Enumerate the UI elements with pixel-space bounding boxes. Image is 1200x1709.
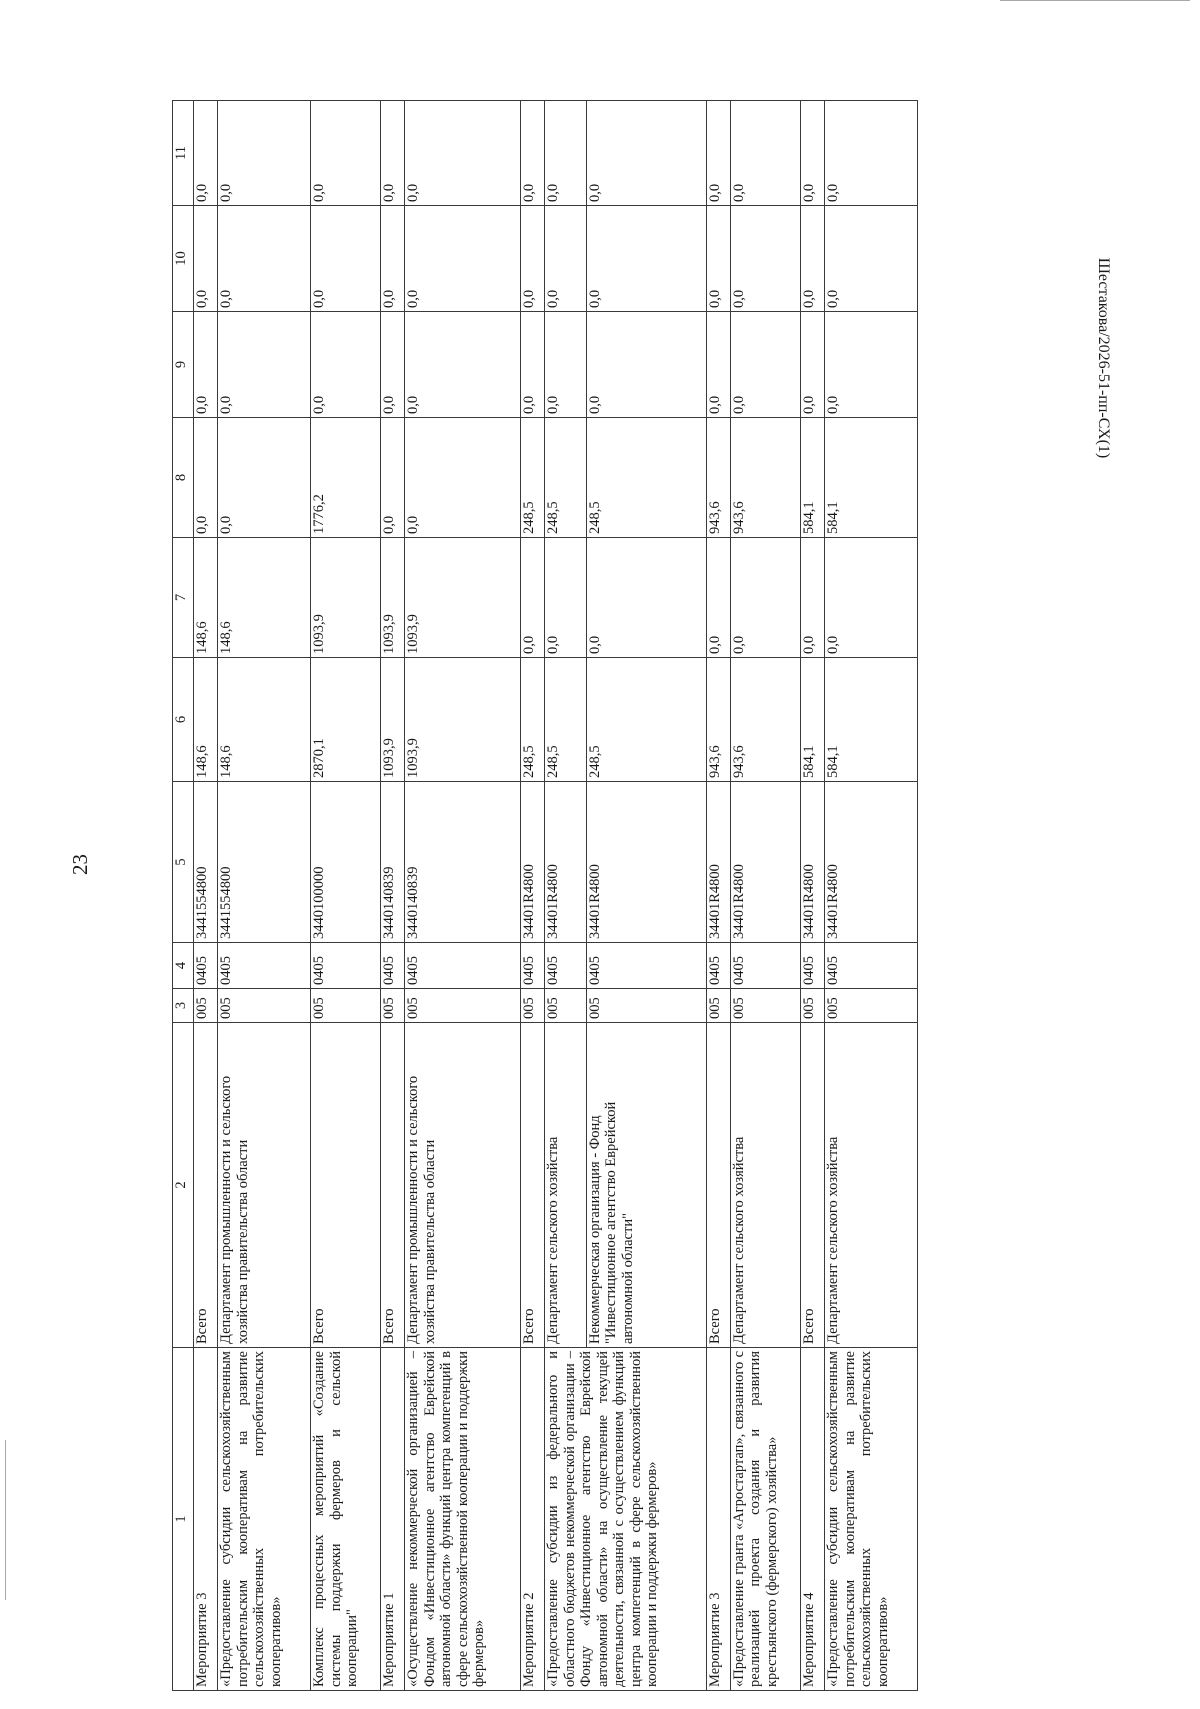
executor-cell: Всего [194,1023,218,1348]
budget-table [172,100,918,1691]
amount-cell: 1093,9 [381,658,405,782]
table-row [405,101,521,1691]
target-article-cell: 34401R4800 [545,782,587,943]
amount-cell: 0,0 [800,206,824,312]
section-code-cell: 0405 [405,943,521,989]
amount-cell: 0,0 [381,312,405,418]
amount-cell: 0,0 [311,101,381,206]
amount-cell: 0,0 [706,538,730,658]
event-name-cell: Комплекс процессных мероприятий «Создание системы поддержки фермеров и сельской кооперации" [311,1348,381,1691]
section-code-cell: 0405 [520,943,544,989]
table-row [545,101,587,1691]
grbs-code-cell: 005 [545,989,587,1023]
amount-cell: 0,0 [586,538,706,658]
table-row [194,101,218,1691]
section-code-cell: 0405 [545,943,587,989]
document-footer-code: Шестакова/2026-51-пп-СХ(1) [1095,257,1112,459]
section-code-cell: 0405 [800,943,824,989]
table-row [520,101,544,1691]
target-article-cell: 3440140839 [381,782,405,943]
executor-cell: Департамент сельского хозяйства [825,1023,918,1348]
amount-cell: 0,0 [311,312,381,418]
event-name-cell: «Предоставление субсидии сельскохозяйственным потребительским кооперативам на развитие сельскохозяйственных потребительских кооперативов» [218,1348,311,1691]
executor-cell: Департамент промышленности и сельского хозяйства правительства области [405,1023,521,1348]
amount-cell: 584,1 [825,658,918,782]
amount-cell: 1093,9 [381,538,405,658]
amount-cell: 0,0 [520,538,544,658]
header-cell: 11 [173,101,194,206]
amount-cell: 0,0 [730,206,800,312]
header-cell: 1 [173,1348,194,1691]
amount-cell: 0,0 [545,101,587,206]
amount-cell: 0,0 [825,206,918,312]
amount-cell: 0,0 [405,418,521,538]
target-article-cell: 34401R4800 [730,782,800,943]
amount-cell: 248,5 [520,418,544,538]
amount-cell: 0,0 [586,101,706,206]
amount-cell: 943,6 [706,658,730,782]
table-row [311,101,381,1691]
amount-cell: 0,0 [218,312,311,418]
amount-cell: 148,6 [218,658,311,782]
amount-cell: 0,0 [194,418,218,538]
amount-cell: 584,1 [825,418,918,538]
amount-cell: 0,0 [706,312,730,418]
executor-cell: Всего [706,1023,730,1348]
amount-cell: 0,0 [825,101,918,206]
executor-cell: Департамент сельского хозяйства [545,1023,587,1348]
header-cell: 7 [173,538,194,658]
amount-cell: 0,0 [800,312,824,418]
event-name-cell: Мероприятие 4 [800,1348,824,1691]
amount-cell: 0,0 [545,538,587,658]
section-code-cell: 0405 [218,943,311,989]
grbs-code-cell: 005 [730,989,800,1023]
amount-cell: 0,0 [405,312,521,418]
amount-cell: 0,0 [520,101,544,206]
event-name-cell: «Предоставление субсидии из федерального и областного бюджетов некоммерческой организации – Фонду «Инвестиционное агентство Еврейской автономной области» на осуществление текущей деятельности, связанной с осуществлением функций центра компетенций в сфере сельскохозяйственной кооперации и поддержки фермеров» [545,1348,706,1691]
target-article-cell: 3441554800 [218,782,311,943]
header-cell: 5 [173,782,194,943]
amount-cell: 0,0 [800,101,824,206]
amount-cell: 0,0 [194,206,218,312]
amount-cell: 148,6 [218,538,311,658]
amount-cell: 0,0 [218,101,311,206]
table-row [706,101,730,1691]
amount-cell: 0,0 [405,206,521,312]
amount-cell: 584,1 [800,418,824,538]
header-cell: 8 [173,418,194,538]
grbs-code-cell: 005 [194,989,218,1023]
target-article-cell: 34401R4800 [586,782,706,943]
grbs-code-cell: 005 [311,989,381,1023]
amount-cell: 0,0 [311,206,381,312]
event-name-cell: Мероприятие 1 [381,1348,405,1691]
header-cell: 10 [173,206,194,312]
event-name-cell: «Предоставление гранта «Агростартап», связанного с реализацией проекта создания и развития крестьянского (фермерского) хозяйства» [730,1348,800,1691]
table-row [381,101,405,1691]
budget-table-rotated [172,101,918,1691]
event-name-cell: Мероприятие 3 [706,1348,730,1691]
amount-cell: 0,0 [800,538,824,658]
target-article-cell: 3440140839 [405,782,521,943]
amount-cell: 0,0 [730,101,800,206]
section-code-cell: 0405 [381,943,405,989]
amount-cell: 1093,9 [405,538,521,658]
table-row [825,101,918,1691]
executor-cell: Всего [800,1023,824,1348]
amount-cell: 0,0 [194,312,218,418]
target-article-cell: 34401R4800 [706,782,730,943]
target-article-cell: 34401R4800 [800,782,824,943]
executor-cell: Департамент сельского хозяйства [730,1023,800,1348]
section-code-cell: 0405 [706,943,730,989]
executor-cell: Департамент промышленности и сельского хозяйства правительства области [218,1023,311,1348]
amount-cell: 0,0 [825,312,918,418]
executor-cell: Всего [520,1023,544,1348]
section-code-cell: 0405 [730,943,800,989]
page-number: 23 [68,854,92,875]
grbs-code-cell: 005 [381,989,405,1023]
amount-cell: 0,0 [825,538,918,658]
amount-cell: 0,0 [194,101,218,206]
event-name-cell: Мероприятие 3 [194,1348,218,1691]
amount-cell: 0,0 [706,206,730,312]
target-article-cell: 3441554800 [194,782,218,943]
event-name-cell: «Осуществление некоммерческой организацией – Фондом «Инвестиционное агентство Еврейской автономной области» функций центра компетенций в сфере сельскохозяйственной кооперации и поддержки фермеров» [405,1348,521,1691]
section-code-cell: 0405 [311,943,381,989]
amount-cell: 248,5 [545,658,587,782]
amount-cell: 0,0 [706,101,730,206]
amount-cell: 0,0 [381,206,405,312]
amount-cell: 248,5 [586,658,706,782]
grbs-code-cell: 005 [825,989,918,1023]
executor-cell: Всего [311,1023,381,1348]
target-article-cell: 3440100000 [311,782,381,943]
amount-cell: 584,1 [800,658,824,782]
amount-cell: 0,0 [520,312,544,418]
amount-cell: 0,0 [405,101,521,206]
target-article-cell: 34401R4800 [520,782,544,943]
amount-cell: 0,0 [381,101,405,206]
grbs-code-cell: 005 [405,989,521,1023]
amount-cell: 0,0 [730,538,800,658]
grbs-code-cell: 005 [218,989,311,1023]
header-cell: 6 [173,658,194,782]
amount-cell: 0,0 [586,206,706,312]
scan-edge-mark-top [1000,0,1190,1]
amount-cell: 148,6 [194,538,218,658]
grbs-code-cell: 005 [800,989,824,1023]
amount-cell: 943,6 [706,418,730,538]
amount-cell: 2870,1 [311,658,381,782]
header-cell: 2 [173,1023,194,1348]
scan-edge-mark-left [5,1440,6,1600]
executor-cell: Всего [381,1023,405,1348]
event-name-cell: «Предоставление субсидии сельскохозяйственным потребительским кооперативам на развитие сельскохозяйственных потребительских кооперативов» [825,1348,918,1691]
amount-cell: 0,0 [586,312,706,418]
table-row [218,101,311,1691]
header-cell: 3 [173,989,194,1023]
grbs-code-cell: 005 [520,989,544,1023]
amount-cell: 248,5 [520,658,544,782]
target-article-cell: 34401R4800 [825,782,918,943]
amount-cell: 1776,2 [311,418,381,538]
amount-cell: 1093,9 [405,658,521,782]
amount-cell: 0,0 [218,206,311,312]
amount-cell: 943,6 [730,418,800,538]
grbs-code-cell: 005 [706,989,730,1023]
section-code-cell: 0405 [586,943,706,989]
grbs-code-cell: 005 [586,989,706,1023]
amount-cell: 1093,9 [311,538,381,658]
amount-cell: 0,0 [520,206,544,312]
amount-cell: 148,6 [194,658,218,782]
header-cell: 9 [173,312,194,418]
amount-cell: 0,0 [545,206,587,312]
amount-cell: 248,5 [545,418,587,538]
header-row [173,101,194,1691]
table-row [730,101,800,1691]
section-code-cell: 0405 [825,943,918,989]
amount-cell: 0,0 [218,418,311,538]
executor-cell: Некоммерческая организация - Фонд "Инвестиционное агентство Еврейской автономной области" [586,1023,706,1348]
header-cell: 4 [173,943,194,989]
event-name-cell: Мероприятие 2 [520,1348,544,1691]
amount-cell: 0,0 [730,312,800,418]
amount-cell: 0,0 [545,312,587,418]
amount-cell: 943,6 [730,658,800,782]
section-code-cell: 0405 [194,943,218,989]
amount-cell: 248,5 [586,418,706,538]
table-row [800,101,824,1691]
amount-cell: 0,0 [381,418,405,538]
